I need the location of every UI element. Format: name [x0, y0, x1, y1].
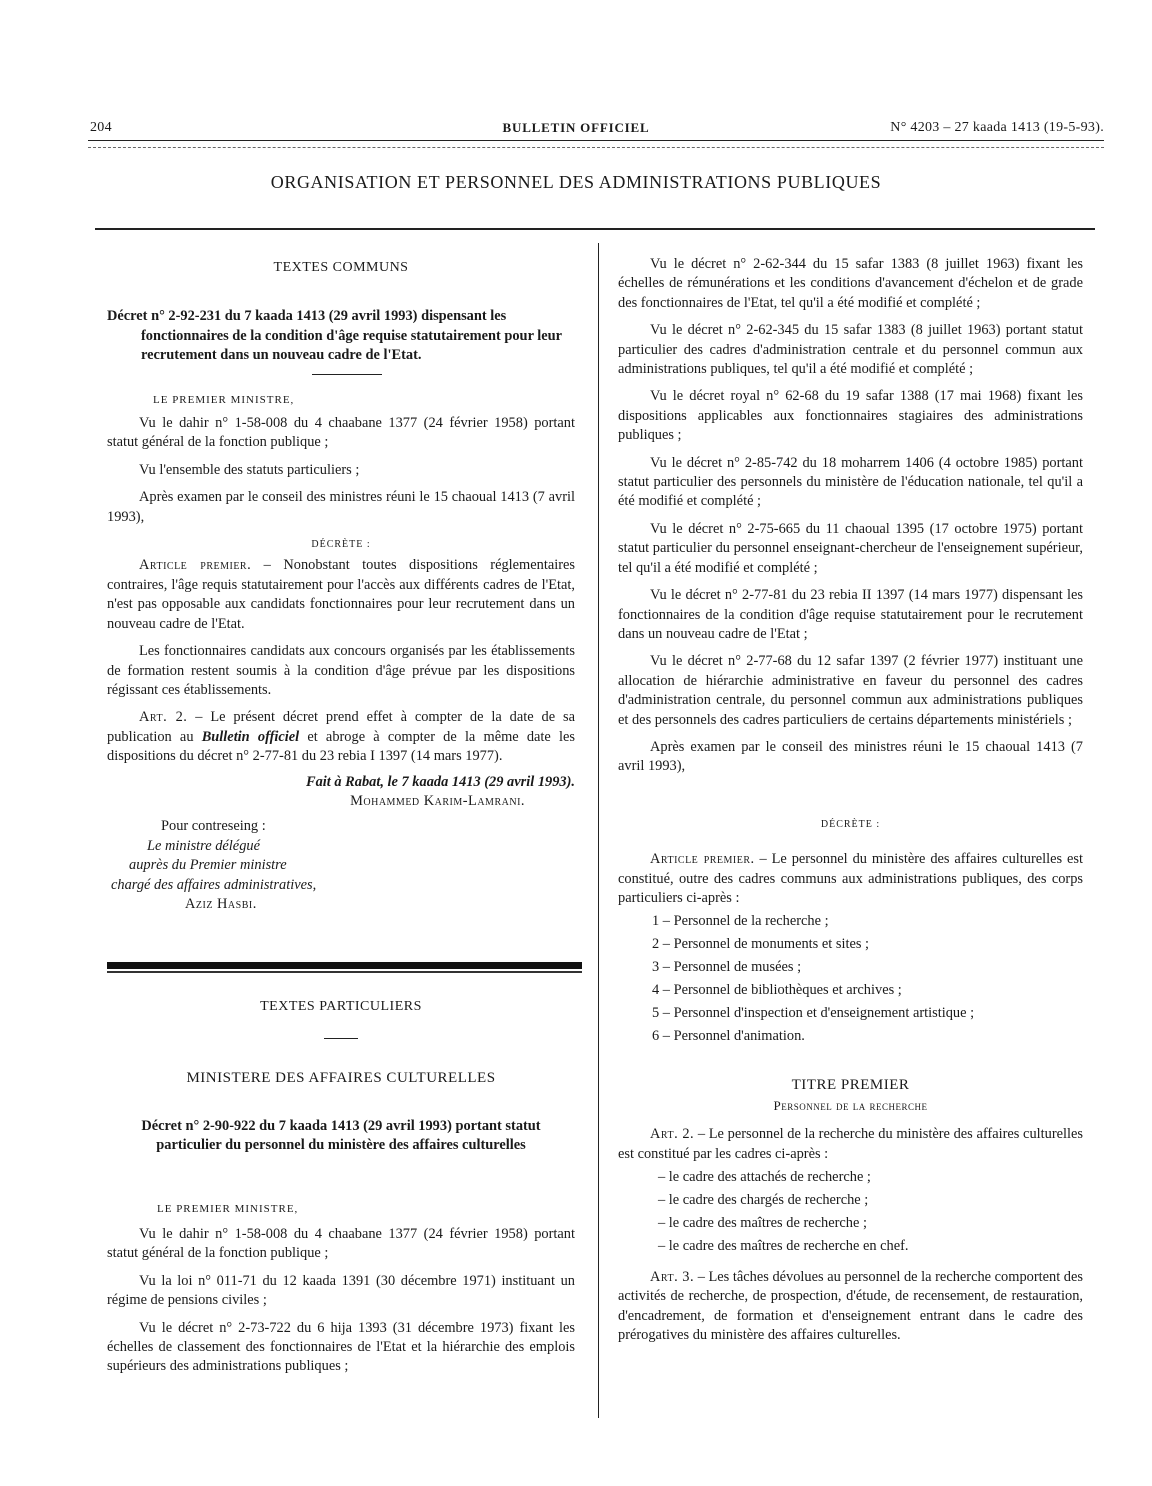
decree2-vu-1: Vu le dahir n° 1-58-008 du 4 chaabane 1377 (24 février 1958) portant statut général de la fonction publique ; — [107, 1226, 575, 1262]
left-column-top — [107, 258, 575, 914]
list-item: 6 – Personnel d'animation. — [652, 1028, 805, 1045]
article-premier-text: – Nonobstant toutes dispositions réglementaires contraires, l'âge requis statutairement pour l'accès aux différents cadres de l'Etat, n'est pas opposable aux candidats fonctionnaires pour leur recrutement dans un nouveau cadre de l'Etat. — [107, 557, 575, 632]
list-item: 3 – Personnel de musées ; — [652, 959, 802, 976]
article-premier-label-2: Article premier. — [650, 851, 755, 868]
header-rule — [88, 140, 1104, 141]
art2-label-right: Art. 2. — [650, 1126, 695, 1143]
decree1-article-1-p2: Les fonctionnaires candidats aux concours organisés par les établissements de formation restent soumis à la condition d'âge prévue par les dispositions régissant ces établissements. — [107, 643, 575, 698]
list-item: – le cadre des chargés de recherche ; — [658, 1192, 869, 1208]
list-item: – le cadre des maîtres de recherche en chef. — [658, 1238, 909, 1254]
page-number: 204 — [90, 120, 112, 135]
decree1-apres: Après examen par le conseil des ministres réuni le 15 chaoual 1413 (7 avril 1993), — [107, 489, 575, 525]
decree1-vu-1: Vu le dahir n° 1-58-008 du 4 chaabane 1377 (24 février 1958) portant statut général de la fonction publique ; — [107, 415, 575, 451]
contreseing: Pour contreseing : — [161, 818, 266, 835]
decree2-vu-5: Vu le décret n° 2-62-345 du 15 safar 1383 (8 juillet 1963) portant statut particulier des cadres d'administration centrale et du personnel commun aux administrations publiques, tel qu'il a été modifié et complété ; — [618, 322, 1083, 378]
decree1-article-1 — [107, 556, 575, 634]
art2-text-b: et abroge à compter de la même date les dispositions du décret n° 2-77-81 du 23 rebia I 1397 (14 mars 1977). — [107, 728, 575, 765]
list-item: 1 – Personnel de la recherche ; — [652, 913, 829, 930]
section-title: ORGANISATION ET PERSONNEL DES ADMINISTRATIONS PUBLIQUES — [270, 172, 882, 192]
art2-label: Art. 2. — [139, 709, 188, 726]
decree1-article-2 — [107, 708, 575, 766]
list-item: 2 – Personnel de monuments et sites ; — [652, 936, 870, 953]
heading-textes-communs: TEXTES COMMUNS — [273, 260, 409, 275]
premier-ministre-1: LE PREMIER MINISTRE, — [153, 393, 295, 406]
titre-premier: TITRE PREMIER — [791, 1077, 910, 1094]
list-item: – le cadre des attachés de recherche ; — [658, 1169, 871, 1185]
section-separator-bar-thin — [107, 971, 582, 973]
decree1-vu-2: Vu l'ensemble des statuts particuliers ; — [139, 461, 360, 478]
fait-a-rabat: Fait à Rabat, le 7 kaada 1413 (29 avril 1993). — [305, 773, 575, 790]
titre-premier-subtitle: Personnel de la recherche — [773, 1097, 928, 1113]
cadres-list — [618, 1166, 1083, 1258]
list-item: 4 – Personnel de bibliothèques et archives ; — [652, 982, 902, 999]
ministry-heading: MINISTERE DES AFFAIRES CULTURELLES — [186, 1070, 496, 1087]
decree2-vu-9: Vu le décret n° 2-77-81 du 23 rebia II 1397 (14 mars 1977) dispensant les fonctionnaires de la condition d'âge requise statutairement pour le recrutement dans un nouveau cadre de l'Etat ; — [618, 587, 1083, 642]
journal-title: BULLETIN OFFICIEL — [502, 120, 650, 135]
list-item: – le cadre des maîtres de recherche ; — [658, 1215, 867, 1231]
issue-reference: N° 4203 – 27 kaada 1413 (19-5-93). — [890, 120, 1104, 135]
section-rule — [95, 228, 1095, 230]
heading-textes-particuliers: TEXTES PARTICULIERS — [260, 999, 422, 1014]
art2-text-right: – Le personnel de la recherche du ministère des affaires culturelles est constitué par les cadres ci-après : — [618, 1126, 1083, 1162]
corps-list — [618, 910, 1083, 1048]
decree2-article-3 — [618, 1268, 1083, 1346]
art3-text: – Les tâches dévolues au personnel de la recherche comportent des activités de recherche, de prospection, d'étude, de recensement, de restauration, d'encadrement, de formation et d'enseignement entrant dans le cadre des prérogatives du ministère des affaires culturelles. — [618, 1269, 1083, 1344]
decree2-title: Décret n° 2-90-922 du 7 kaada 1413 (29 avril 1993) portant statut particulier du personnel du ministère des affaires culturelles — [141, 1117, 541, 1154]
decrete-1: DÉCRÈTE : — [311, 539, 371, 551]
signatory-2: Aziz Hasbi. — [185, 895, 257, 912]
right-column — [618, 255, 1083, 1346]
article-premier-text-2: – Le personnel du ministère des affaires culturelles est constitué, outre des cadres communs aux administrations publiques, des corps particuliers ci-après : — [618, 851, 1084, 906]
list-item: 5 – Personnel d'inspection et d'enseignement artistique ; — [652, 1005, 975, 1022]
decree2-vu-10: Vu le décret n° 2-77-68 du 12 safar 1397 (2 février 1977) instituant une allocation de hiérarchie administrative en faveur du personnel des cadres d'administration centrale, du personnel commun aux administrations publiques et des personnels des cadres particuliers de certains départements ministériels ; — [618, 653, 1083, 728]
column-divider — [598, 243, 599, 1418]
decree2-article-2 — [618, 1125, 1083, 1164]
decree2-vu-8: Vu le décret n° 2-75-665 du 11 chaoual 1395 (17 octobre 1975) portant statut particulier du personnel enseignant-chercheur de l'enseignement supérieur, tel qu'il a été modifié et complété ; — [618, 520, 1083, 576]
decree2-vu-2: Vu la loi n° 011-71 du 12 kaada 1391 (30 décembre 1971) instituant un régime de pensions civiles ; — [107, 1272, 575, 1309]
decree1-title: Décret n° 2-92-231 du 7 kaada 1413 (29 avril 1993) dispensant les fonctionnaires de la condition d'âge requise statutairement pour leur recrutement dans un nouveau cadre de l'Etat. — [107, 308, 562, 364]
premier-ministre-2: LE PREMIER MINISTRE, — [157, 1202, 299, 1215]
title-separator — [312, 374, 382, 375]
section-separator-bar — [107, 962, 582, 969]
decree2-vu-4: Vu le décret n° 2-62-344 du 15 safar 1383 (8 juillet 1963) fixant les échelles de rémunérations et les conditions d'avancement d'échelon et de grade des fonctionnaires de l'Etat, tel qu'il a été modifié et complété ; — [618, 256, 1083, 311]
decree2-vu-3: Vu le décret n° 2-73-722 du 6 hija 1393 (31 décembre 1973) fixant les échelles de classement des fonctionnaires de l'Etat et la hiérarchie des emplois supérieurs des administrations publiques ; — [107, 1319, 575, 1375]
decree2-vu-6: Vu le décret royal n° 62-68 du 19 safar 1388 (17 mai 1968) fixant les dispositions applicables aux fonctionnaires stagiaires des administrations publiques ; — [618, 388, 1083, 444]
article-premier-label: Article premier. — [139, 557, 252, 574]
contreseing-line-2: auprès du Premier ministre — [129, 857, 287, 874]
signatory-1: Mohammed Karim-Lamrani. — [350, 792, 525, 809]
heading-separator — [324, 1038, 358, 1039]
header-rule-secondary — [88, 147, 1104, 148]
decree2-apres: Après examen par le conseil des ministres réuni le 15 chaoual 1413 (7 avril 1993), — [618, 738, 1083, 775]
decree2-vu-7: Vu le décret n° 2-85-742 du 18 moharrem 1406 (4 octobre 1985) portant statut particulier des personnels du ministère de l'éducation nationale, tel qu'il a été modifié et complété ; — [618, 454, 1083, 510]
contreseing-line-1: Le ministre délégué — [147, 837, 260, 854]
contreseing-line-3: chargé des affaires administratives, — [111, 876, 317, 893]
art2-text-a: – Le présent décret prend effet à compter de la date de sa publication au — [107, 709, 575, 745]
bulletin-officiel-ref: Bulletin officiel — [201, 728, 300, 745]
art3-label: Art. 3. — [650, 1269, 695, 1285]
decree2-article-1 — [618, 850, 1083, 908]
left-column-bottom — [107, 997, 575, 1377]
decrete-2: DÉCRÈTE : — [820, 818, 881, 830]
